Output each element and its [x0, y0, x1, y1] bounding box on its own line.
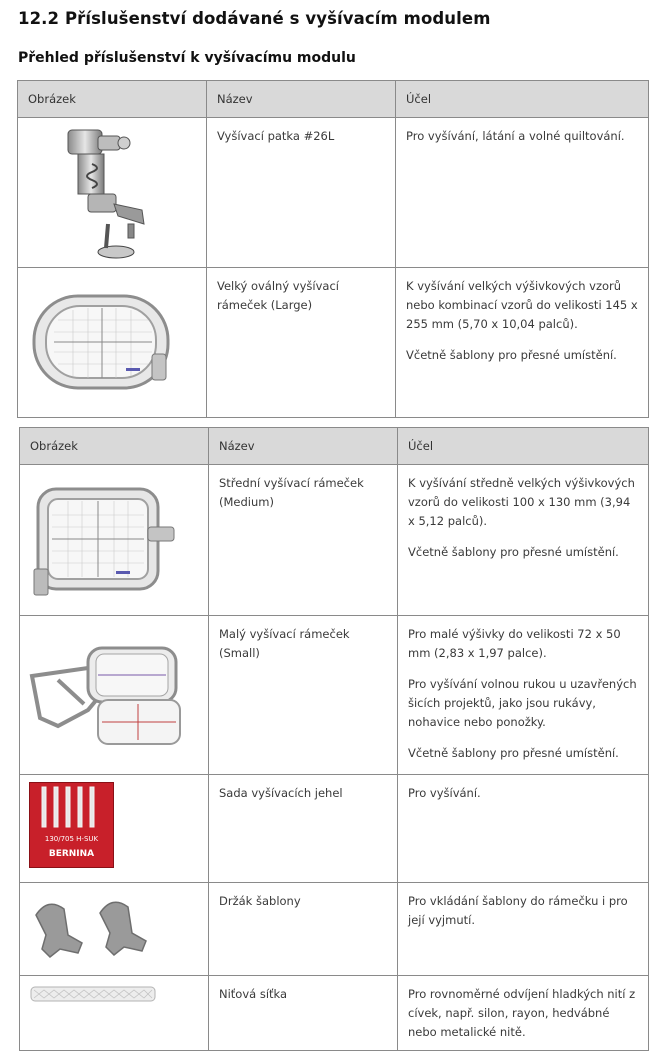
purpose-text: Včetně šablony pro přesné umístění.: [406, 348, 617, 362]
purpose-cell: [398, 976, 649, 1051]
table-row: [20, 616, 649, 775]
accessory-table-2: [19, 427, 649, 1051]
name-cell: Držák šablony: [209, 883, 398, 976]
template-holder-icon: [30, 895, 160, 967]
accessory-table-1: [17, 80, 649, 418]
purpose-text: K vyšívání velkých výšivkových vzorů nebo kombinací vzorů do velikosti 145 x 255 mm (5,70 x 10,04 palců).: [406, 279, 638, 331]
purpose-cell: [398, 465, 649, 616]
table-header-row: [20, 428, 649, 465]
purpose-text: Včetně šablony pro přesné umístění.: [408, 746, 619, 760]
column-header-name: Název: [207, 81, 396, 118]
column-header-name: Název: [209, 428, 398, 465]
subheading: Přehled příslušenství k vyšívacímu modulu: [18, 50, 356, 66]
purpose-text: Pro vyšívání volnou rukou u uzavřených šicích projektů, jako jsou rukávy, nohavice nebo ponožky.: [408, 677, 637, 729]
needle-pack-label: 130/705 H-SUK: [44, 835, 99, 843]
large-oval-hoop-icon: [28, 290, 178, 400]
image-cell: [18, 268, 207, 418]
medium-hoop-icon: [30, 479, 180, 603]
purpose-cell: [396, 268, 649, 418]
thread-net-icon: [30, 986, 156, 1002]
purpose-text: Pro vyšívání.: [408, 786, 481, 800]
purpose-text: Včetně šablony pro přesné umístění.: [408, 545, 619, 559]
table-row: [18, 268, 649, 418]
small-hoop-icon: [28, 640, 188, 750]
needle-pack-icon: [29, 782, 114, 868]
name-cell: Malý vyšívací rámeček (Small): [209, 616, 398, 775]
table-row: [20, 465, 649, 616]
column-header-image: Obrázek: [18, 81, 207, 118]
column-header-image: Obrázek: [20, 428, 209, 465]
column-header-purpose: Účel: [396, 81, 649, 118]
name-cell: Velký oválný vyšívací rámeček (Large): [207, 268, 396, 418]
table-row: [18, 118, 649, 268]
image-cell: [20, 616, 209, 775]
name-cell: Střední vyšívací rámeček (Medium): [209, 465, 398, 616]
image-cell: [20, 883, 209, 976]
purpose-text: Pro rovnoměrné odvíjení hladkých nití z cívek, např. silon, rayon, hedvábné nebo metalické nitě.: [408, 987, 636, 1039]
needle-pack-brand: BERNINA: [48, 849, 95, 859]
embroidery-foot-icon: [48, 124, 158, 262]
image-cell: [18, 118, 207, 268]
image-cell: [20, 775, 209, 883]
purpose-cell: [396, 118, 649, 268]
column-header-purpose: Účel: [398, 428, 649, 465]
purpose-cell: [398, 883, 649, 976]
purpose-text: Pro malé výšivky do velikosti 72 x 50 mm (2,83 x 1,97 palce).: [408, 627, 621, 660]
table-row: [20, 976, 649, 1051]
name-cell: Niťová síťka: [209, 976, 398, 1051]
purpose-cell: [398, 775, 649, 883]
table-header-row: [18, 81, 649, 118]
table-row: [20, 775, 649, 883]
purpose-text: Pro vyšívání, látání a volné quiltování.: [406, 129, 625, 143]
purpose-text: Pro vkládání šablony do rámečku i pro její vyjmutí.: [408, 894, 628, 927]
purpose-text: K vyšívání středně velkých výšivkových vzorů do velikosti 100 x 130 mm (3,94 x 5,12 palců).: [408, 476, 635, 528]
table-row: [20, 883, 649, 976]
image-cell: [20, 465, 209, 616]
name-cell: Sada vyšívacích jehel: [209, 775, 398, 883]
image-cell: [20, 976, 209, 1051]
section-heading: 12.2 Příslušenství dodávané s vyšívacím modulem: [18, 9, 491, 28]
name-cell: Vyšívací patka #26L: [207, 118, 396, 268]
purpose-cell: [398, 616, 649, 775]
